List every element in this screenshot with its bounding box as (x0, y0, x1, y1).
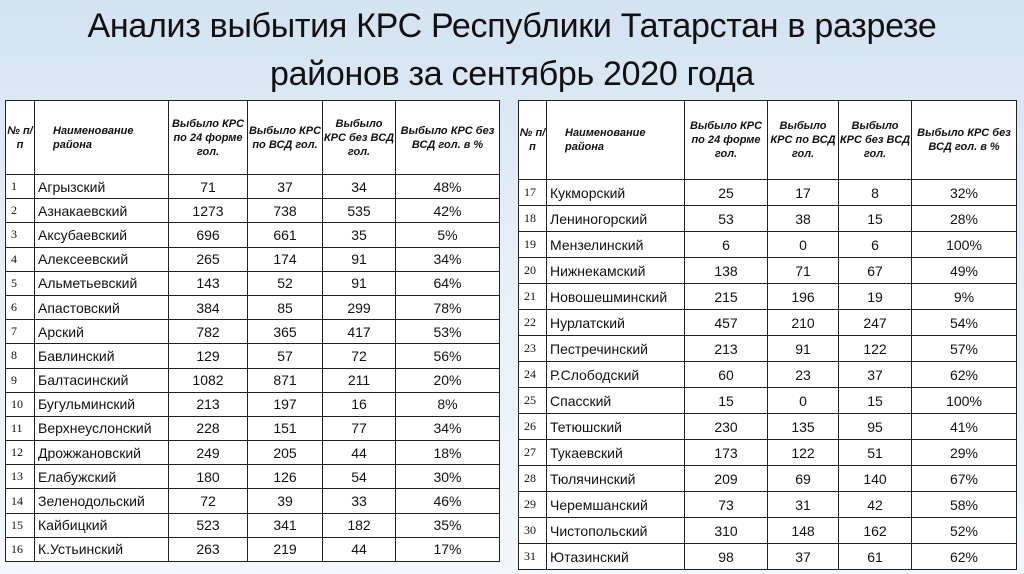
form24-value: 53 (685, 206, 768, 232)
district-name: Дрожжановский (35, 441, 169, 465)
table-row (519, 284, 1017, 310)
vsd-value: 341 (248, 513, 323, 537)
form24-value: 6 (685, 232, 768, 258)
header-district-name: Наименование района (35, 101, 169, 175)
form24-value: 98 (685, 544, 768, 570)
row-number: 9 (6, 368, 35, 392)
header-number: № п/п (519, 101, 547, 180)
without-vsd-percent: 41% (912, 414, 1017, 440)
header-vsd: Выбыло КРС по ВСД гол. (768, 101, 839, 180)
without-vsd-percent: 54% (912, 310, 1017, 336)
row-number: 12 (6, 441, 35, 465)
vsd-value: 91 (768, 336, 839, 362)
table-row (6, 271, 500, 295)
row-number: 19 (519, 232, 547, 258)
without-vsd-value: 42 (839, 492, 912, 518)
form24-value: 213 (169, 392, 248, 416)
without-vsd-value: 33 (323, 489, 396, 513)
row-number: 22 (519, 310, 547, 336)
row-number: 2 (6, 199, 35, 223)
vsd-value: 85 (248, 295, 323, 319)
row-number: 27 (519, 440, 547, 466)
table-row (6, 175, 500, 199)
row-number: 7 (6, 320, 35, 344)
without-vsd-value: 162 (839, 518, 912, 544)
form24-value: 782 (169, 320, 248, 344)
row-number: 26 (519, 414, 547, 440)
without-vsd-percent: 8% (396, 392, 500, 416)
district-name: Спасский (547, 388, 685, 414)
form24-value: 263 (169, 537, 248, 561)
table-left-body (6, 175, 500, 562)
form24-value: 1273 (169, 199, 248, 223)
without-vsd-value: 61 (839, 544, 912, 570)
row-number: 24 (519, 362, 547, 388)
row-number: 3 (6, 223, 35, 247)
vsd-value: 210 (768, 310, 839, 336)
table-row (519, 310, 1017, 336)
vsd-value: 738 (248, 199, 323, 223)
without-vsd-value: 140 (839, 466, 912, 492)
without-vsd-value: 54 (323, 465, 396, 489)
district-name: Азнакаевский (35, 199, 169, 223)
without-vsd-value: 44 (323, 441, 396, 465)
without-vsd-percent: 53% (396, 320, 500, 344)
vsd-value: 205 (248, 441, 323, 465)
without-vsd-value: 91 (323, 247, 396, 271)
table-row (6, 368, 500, 392)
district-name: Елабужский (35, 465, 169, 489)
table-row (6, 489, 500, 513)
without-vsd-percent: 52% (912, 518, 1017, 544)
vsd-value: 174 (248, 247, 323, 271)
vsd-value: 0 (768, 232, 839, 258)
row-number: 4 (6, 247, 35, 271)
vsd-value: 37 (248, 175, 323, 199)
without-vsd-percent: 49% (912, 258, 1017, 284)
vsd-value: 37 (768, 544, 839, 570)
header-form24: Выбыло КРС по 24 форме гол. (169, 101, 248, 175)
form24-value: 215 (685, 284, 768, 310)
row-number: 8 (6, 344, 35, 368)
without-vsd-percent: 48% (396, 175, 500, 199)
vsd-value: 23 (768, 362, 839, 388)
without-vsd-percent: 34% (396, 416, 500, 440)
form24-value: 249 (169, 441, 248, 465)
vsd-value: 39 (248, 489, 323, 513)
district-name: Бугульминский (35, 392, 169, 416)
row-number: 28 (519, 466, 547, 492)
form24-value: 72 (169, 489, 248, 513)
form24-value: 71 (169, 175, 248, 199)
vsd-value: 57 (248, 344, 323, 368)
without-vsd-percent: 9% (912, 284, 1017, 310)
without-vsd-value: 417 (323, 320, 396, 344)
form24-value: 143 (169, 271, 248, 295)
table-row (6, 392, 500, 416)
vsd-value: 71 (768, 258, 839, 284)
vsd-value: 871 (248, 368, 323, 392)
form24-value: 696 (169, 223, 248, 247)
without-vsd-percent: 62% (912, 362, 1017, 388)
without-vsd-percent: 20% (396, 368, 500, 392)
table-row (519, 414, 1017, 440)
without-vsd-value: 35 (323, 223, 396, 247)
district-name: Альметьевский (35, 271, 169, 295)
without-vsd-percent: 56% (396, 344, 500, 368)
district-name: Бавлинский (35, 344, 169, 368)
table-row (519, 180, 1017, 206)
table-row (6, 247, 500, 271)
row-number: 6 (6, 295, 35, 319)
without-vsd-value: 44 (323, 537, 396, 561)
vsd-value: 135 (768, 414, 839, 440)
form24-value: 25 (685, 180, 768, 206)
without-vsd-percent: 100% (912, 388, 1017, 414)
without-vsd-percent: 58% (912, 492, 1017, 518)
form24-value: 457 (685, 310, 768, 336)
vsd-value: 148 (768, 518, 839, 544)
without-vsd-percent: 17% (396, 537, 500, 561)
without-vsd-value: 19 (839, 284, 912, 310)
vsd-value: 196 (768, 284, 839, 310)
vsd-value: 0 (768, 388, 839, 414)
table-row (519, 232, 1017, 258)
title-line-1: Анализ выбытия КРС Республики Татарстан в разрезе (87, 7, 937, 45)
header-without-vsd: Выбыло КРС без ВСД гол. (839, 101, 912, 180)
district-name: Новошешминский (547, 284, 685, 310)
table-left (5, 100, 500, 562)
without-vsd-percent: 32% (912, 180, 1017, 206)
without-vsd-value: 182 (323, 513, 396, 537)
without-vsd-value: 299 (323, 295, 396, 319)
table-row (6, 199, 500, 223)
form24-value: 60 (685, 362, 768, 388)
form24-value: 73 (685, 492, 768, 518)
title-line-2: районов за сентябрь 2020 года (269, 55, 755, 93)
district-name: Нижнекамский (547, 258, 685, 284)
table-row (6, 441, 500, 465)
table-row (519, 336, 1017, 362)
without-vsd-percent: 64% (396, 271, 500, 295)
table-right-body (519, 180, 1017, 570)
form24-value: 138 (685, 258, 768, 284)
row-number: 25 (519, 388, 547, 414)
vsd-value: 52 (248, 271, 323, 295)
table-row (6, 223, 500, 247)
without-vsd-value: 6 (839, 232, 912, 258)
table-row (6, 295, 500, 319)
table-right (518, 100, 1017, 570)
district-name: Агрызский (35, 175, 169, 199)
without-vsd-percent: 67% (912, 466, 1017, 492)
row-number: 17 (519, 180, 547, 206)
without-vsd-value: 122 (839, 336, 912, 362)
table-row (6, 416, 500, 440)
without-vsd-percent: 100% (912, 232, 1017, 258)
row-number: 1 (6, 175, 35, 199)
table-row (6, 320, 500, 344)
without-vsd-value: 91 (323, 271, 396, 295)
table-row (519, 388, 1017, 414)
table-row (519, 518, 1017, 544)
row-number: 14 (6, 489, 35, 513)
header-without-vsd-percent: Выбыло КРС без ВСД гол. в % (396, 101, 500, 175)
without-vsd-value: 247 (839, 310, 912, 336)
vsd-value: 122 (768, 440, 839, 466)
district-name: Аксубаевский (35, 223, 169, 247)
without-vsd-percent: 28% (912, 206, 1017, 232)
header-vsd: Выбыло КРС по ВСД гол. (248, 101, 323, 175)
vsd-value: 197 (248, 392, 323, 416)
table-row (6, 537, 500, 561)
without-vsd-value: 16 (323, 392, 396, 416)
row-number: 15 (6, 513, 35, 537)
without-vsd-value: 8 (839, 180, 912, 206)
row-number: 20 (519, 258, 547, 284)
without-vsd-percent: 5% (396, 223, 500, 247)
without-vsd-percent: 62% (912, 544, 1017, 570)
without-vsd-percent: 18% (396, 441, 500, 465)
form24-value: 173 (685, 440, 768, 466)
district-name: Тюлячинский (547, 466, 685, 492)
form24-value: 265 (169, 247, 248, 271)
row-number: 16 (6, 537, 35, 561)
without-vsd-value: 211 (323, 368, 396, 392)
table-row (6, 465, 500, 489)
district-name: Кайбицкий (35, 513, 169, 537)
district-name: Верхнеуслонский (35, 416, 169, 440)
form24-value: 228 (169, 416, 248, 440)
form24-value: 230 (685, 414, 768, 440)
header-form24: Выбыло КРС по 24 форме гол. (685, 101, 768, 180)
row-number: 23 (519, 336, 547, 362)
vsd-value: 661 (248, 223, 323, 247)
district-name: Арский (35, 320, 169, 344)
table-row (6, 513, 500, 537)
district-name: К.Устьинский (35, 537, 169, 561)
without-vsd-value: 37 (839, 362, 912, 388)
row-number: 21 (519, 284, 547, 310)
header-number: № п/п (6, 101, 35, 175)
form24-value: 384 (169, 295, 248, 319)
district-name: Лениногорский (547, 206, 685, 232)
district-name: Алексеевский (35, 247, 169, 271)
without-vsd-value: 51 (839, 440, 912, 466)
without-vsd-value: 15 (839, 206, 912, 232)
form24-value: 209 (685, 466, 768, 492)
district-name: Чистопольский (547, 518, 685, 544)
district-name: Балтасинский (35, 368, 169, 392)
without-vsd-percent: 29% (912, 440, 1017, 466)
row-number: 10 (6, 392, 35, 416)
without-vsd-percent: 57% (912, 336, 1017, 362)
header-district-name: Наименование района (547, 101, 685, 180)
district-name: Зеленодольский (35, 489, 169, 513)
table-row (6, 344, 500, 368)
without-vsd-value: 67 (839, 258, 912, 284)
without-vsd-percent: 42% (396, 199, 500, 223)
row-number: 31 (519, 544, 547, 570)
vsd-value: 219 (248, 537, 323, 561)
without-vsd-value: 15 (839, 388, 912, 414)
without-vsd-value: 77 (323, 416, 396, 440)
table-row (519, 258, 1017, 284)
row-number: 18 (519, 206, 547, 232)
table-header-row (519, 101, 1017, 180)
form24-value: 129 (169, 344, 248, 368)
vsd-value: 365 (248, 320, 323, 344)
row-number: 11 (6, 416, 35, 440)
district-name: Нурлатский (547, 310, 685, 336)
without-vsd-percent: 46% (396, 489, 500, 513)
district-name: Апастовский (35, 295, 169, 319)
district-name: Мензелинский (547, 232, 685, 258)
without-vsd-percent: 35% (396, 513, 500, 537)
vsd-value: 31 (768, 492, 839, 518)
table-header-row (6, 101, 500, 175)
table-row (519, 362, 1017, 388)
form24-value: 15 (685, 388, 768, 414)
without-vsd-value: 72 (323, 344, 396, 368)
form24-value: 1082 (169, 368, 248, 392)
table-row (519, 206, 1017, 232)
table-row (519, 544, 1017, 570)
without-vsd-percent: 30% (396, 465, 500, 489)
without-vsd-percent: 78% (396, 295, 500, 319)
vsd-value: 151 (248, 416, 323, 440)
row-number: 13 (6, 465, 35, 489)
form24-value: 213 (685, 336, 768, 362)
district-name: Черемшанский (547, 492, 685, 518)
row-number: 29 (519, 492, 547, 518)
table-row (519, 466, 1017, 492)
form24-value: 310 (685, 518, 768, 544)
vsd-value: 38 (768, 206, 839, 232)
without-vsd-value: 34 (323, 175, 396, 199)
district-name: Тукаевский (547, 440, 685, 466)
page-title (0, 2, 1024, 98)
row-number: 5 (6, 271, 35, 295)
district-name: Ютазинский (547, 544, 685, 570)
header-without-vsd: Выбыло КРС без ВСД гол. (323, 101, 396, 175)
district-name: Тетюшский (547, 414, 685, 440)
table-row (519, 440, 1017, 466)
vsd-value: 126 (248, 465, 323, 489)
vsd-value: 17 (768, 180, 839, 206)
header-without-vsd-percent: Выбыло КРС без ВСД гол. в % (912, 101, 1017, 180)
district-name: Р.Слободский (547, 362, 685, 388)
without-vsd-value: 95 (839, 414, 912, 440)
table-row (519, 492, 1017, 518)
row-number: 30 (519, 518, 547, 544)
form24-value: 180 (169, 465, 248, 489)
without-vsd-value: 535 (323, 199, 396, 223)
district-name: Пестречинский (547, 336, 685, 362)
vsd-value: 69 (768, 466, 839, 492)
without-vsd-percent: 34% (396, 247, 500, 271)
district-name: Кукморский (547, 180, 685, 206)
form24-value: 523 (169, 513, 248, 537)
